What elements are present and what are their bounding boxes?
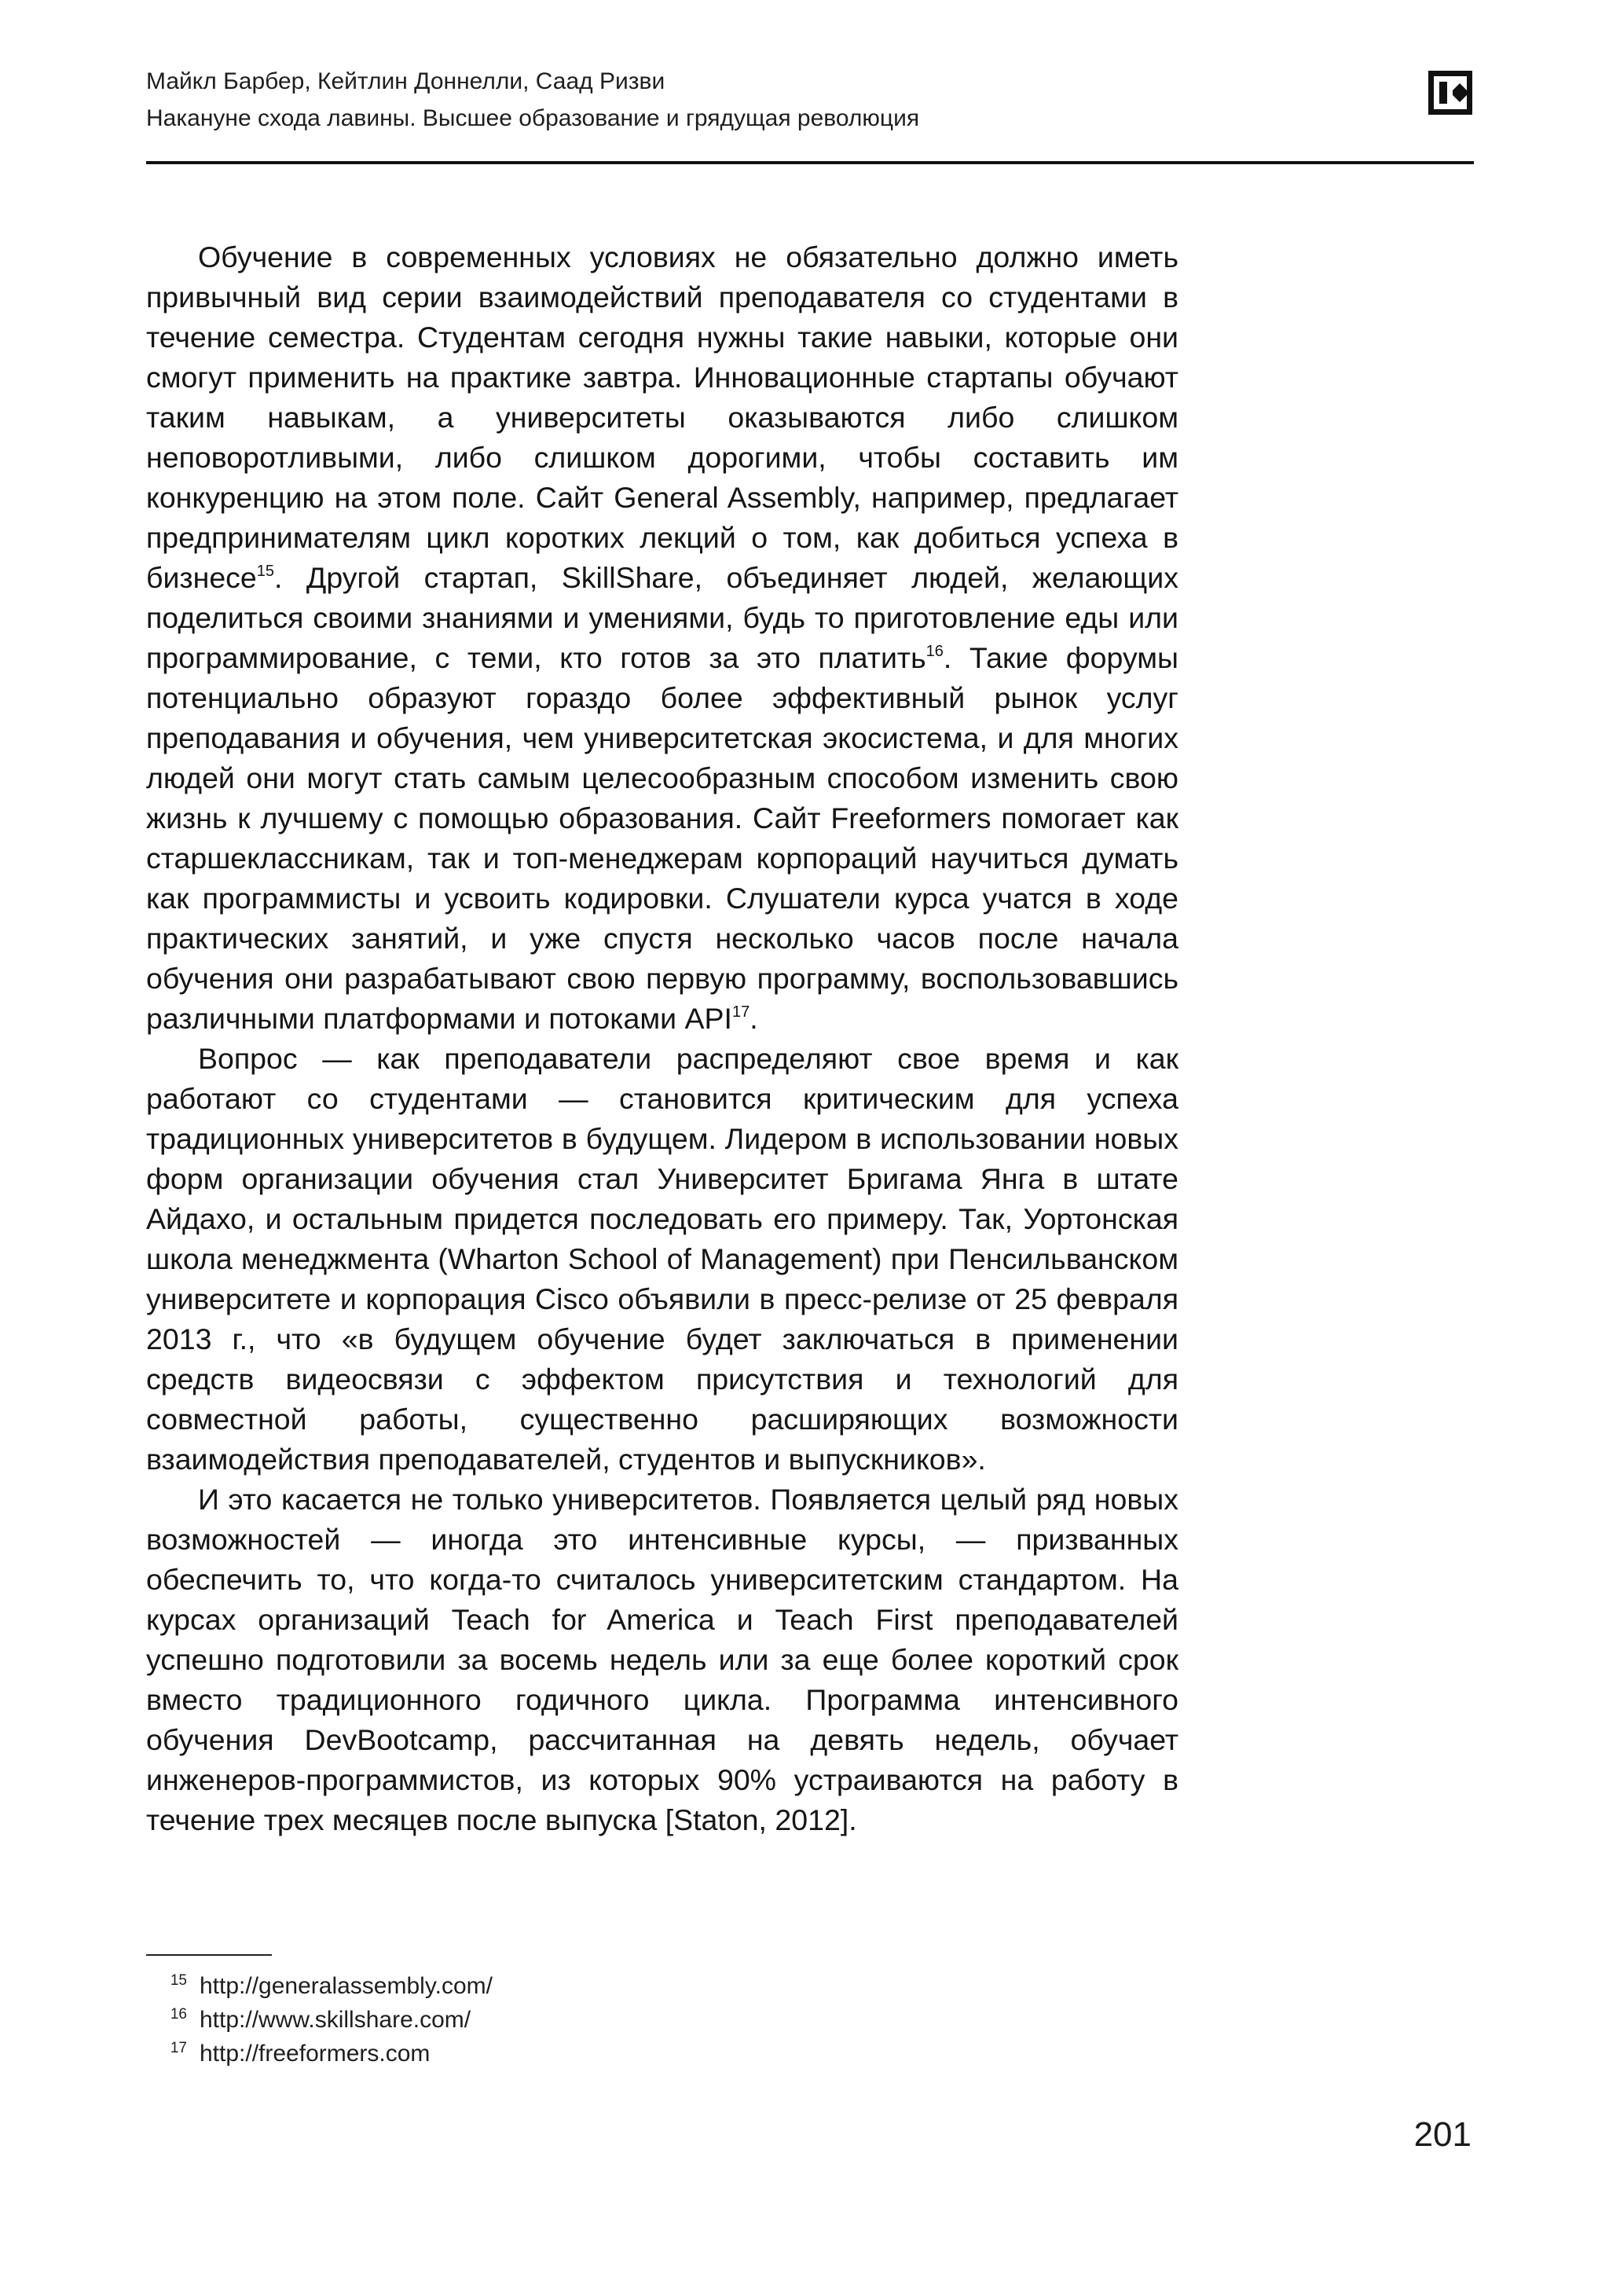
publisher-logo-icon bbox=[1428, 71, 1472, 115]
header-rule bbox=[146, 161, 1474, 164]
footnote-link: http://www.skillshare.com/ bbox=[200, 2007, 471, 2033]
footnote-ref: 15 bbox=[256, 563, 275, 580]
paragraph bbox=[146, 237, 1178, 1039]
paragraph bbox=[146, 1480, 1178, 1840]
footnote-rule bbox=[146, 1954, 272, 1956]
paragraph bbox=[146, 1039, 1178, 1480]
text-run: Обучение в современных условиях не обязательно должно иметь привычный вид серии взаимодействий преподавателя со студентами в течение семестра. Студентам сегодня нужны такие навыки, которые они смогут применить на практике завтра. Инновационные стартапы обучают таким навыкам, а университеты оказываются либо слишком неповоротливыми, либо слишком дорогими, чтобы составить им конкуренцию на этом поле. Сайт General Assembly, например, предлагает предпринимателям цикл коротких лекций о том, как добиться успеха в бизнесе bbox=[146, 240, 1178, 594]
header-authors: Майкл Барбер, Кейтлин Доннелли, Саад Ризви bbox=[146, 68, 665, 94]
footnote-17: 17 http://freeformers.com bbox=[170, 2040, 431, 2067]
footnote-link: http://freeformers.com bbox=[200, 2041, 431, 2067]
footnote-link: http://generalassembly.com/ bbox=[200, 1973, 493, 1999]
body-text bbox=[146, 237, 1178, 1840]
page-number: 201 bbox=[1413, 2115, 1472, 2154]
footnote-ref: 17 bbox=[731, 1003, 750, 1021]
text-run: И это касается не только университетов. Появляется целый ряд новых возможностей — иногда это интенсивные курсы, — призванных обеспечить то, что когда-то считалось университетским стандартом. На курсах организаций Teach for America и Teach First преподавателей успешно подготовили за восемь недель или за еще более короткий срок вместо традиционного годичного цикла. Программа интенсивного обучения DevBootcamp, рассчитанная на девять недель, обучает инженеров-программистов, из которых 90% устраиваются на работу в течение трех месяцев после выпуска [Staton, 2012]. bbox=[146, 1483, 1178, 1836]
text-run: . bbox=[750, 1002, 758, 1035]
footnotes bbox=[146, 1969, 1167, 2070]
text-run: . Такие форумы потенциально образуют гораздо более эффективный рынок услуг преподавания и обучения, чем университетская экосистема, и для многих людей они могут стать самым целесообразным способом изменить свою жизнь к лучшему с помощью образования. Сайт Freeformers помогает как старшеклассникам, так и топ-менеджерам корпораций научиться думать как программисты и усвоить кодировки. Слушатели курса учатся в ходе практических занятий, и уже спустя несколько часов после начала обучения они разрабатывают свою первую программу, воспользовавшись различными платформами и потоками API bbox=[146, 641, 1179, 1035]
footnote-15: 15 http://generalassembly.com/ bbox=[170, 1972, 493, 1999]
footnote-ref: 16 bbox=[925, 643, 944, 660]
text-run: . Другой стартап, SkillShare, объединяет людей, желающих поделиться своими знаниями и умениями, будь то приготовление еды или программирование, с теми, кто готов за это платить bbox=[146, 561, 1178, 674]
header-book-title: Накануне схода лавины. Высшее образование и грядущая революция bbox=[146, 105, 920, 131]
running-head bbox=[146, 63, 1403, 137]
footnote-16: 16 http://www.skillshare.com/ bbox=[170, 2006, 471, 2033]
text-run: Вопрос — как преподаватели распределяют свое время и как работают со студентами — становится критическим для успеха традиционных университетов в будущем. Лидером в использовании новых форм организации обучения стал Университет Бригама Янга в штате Айдахо, и остальным придется последовать его примеру. Так, Уортонская школа менеджмента (Wharton School of Management) при Пенсильванском университете и корпорация Cisco объявили в пресс-релизе от 25 февраля 2013 г., что «в будущем обучение будет заключаться в применении средств видеосвязи с эффектом присутствия и технологий для совместной работы, существенно расширяющих возможности взаимодействия преподавателей, студентов и выпускников». bbox=[146, 1042, 1178, 1476]
